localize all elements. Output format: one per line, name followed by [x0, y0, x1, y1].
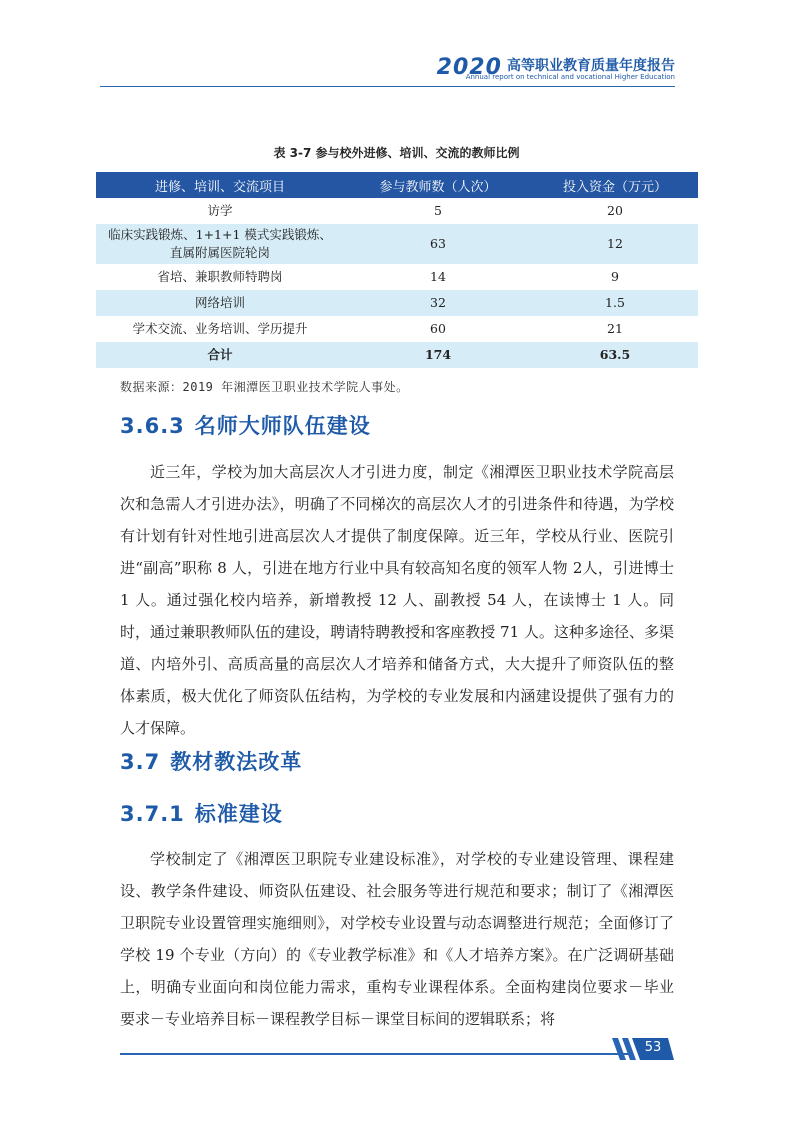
cell-teachers: 5 — [434, 203, 442, 218]
page-number: 53 — [644, 1040, 662, 1055]
table-row — [96, 264, 698, 290]
cell-item: 学术交流、业务培训、学历提升 — [132, 321, 308, 336]
cell-total-label: 合计 — [96, 342, 344, 368]
cell-teachers: 32 — [344, 290, 532, 316]
section-title: 标准建设 — [194, 802, 283, 826]
data-source-note: 数据来源：2019 年湘潭医卫职业技术学院人事处。 — [120, 380, 409, 394]
cell-funds: 9 — [611, 269, 619, 284]
report-year: 2020 — [436, 55, 502, 80]
cell-item: 临床实践锻炼、1+1+1 模式实践锻炼、直属附属医院轮岗 — [96, 224, 344, 264]
table-caption: 表 3-7 参与校外进修、培训、交流的教师比例 — [273, 146, 520, 160]
cell-teachers: 63 — [344, 224, 532, 264]
table-row — [96, 224, 698, 264]
cell-total-funds: 63.5 — [532, 342, 698, 368]
report-title-cn: 高等职业教育质量年度报告 — [507, 58, 675, 74]
cell-item: 访学 — [207, 203, 233, 218]
cell-total-teachers: 174 — [344, 342, 532, 368]
column-header-item: 进修、培训、交流项目 — [96, 172, 344, 198]
footer-divider — [120, 1053, 630, 1055]
page-header — [0, 0, 793, 95]
section-heading-3-7-1 — [120, 798, 283, 828]
report-title-en: Annual report on technical and vocational Higher Education — [465, 73, 675, 81]
table-row — [96, 198, 698, 224]
cell-item: 省培、兼职教师特聘岗 — [157, 269, 283, 284]
column-header-teachers: 参与教师数（人次） — [344, 172, 532, 198]
cell-teachers: 14 — [430, 269, 446, 284]
section-number: 3.7.1 — [120, 802, 185, 826]
section-title: 名师大师队伍建设 — [194, 414, 371, 438]
table-row — [96, 316, 698, 342]
cell-funds: 21 — [607, 321, 623, 336]
paragraph-standards: 学校制定了《湘潭医卫职院专业建设标准》，对学校的专业建设管理、课程建设、教学条件建设、师资队伍建设、社会服务等进行规范和要求；制订了《湘潭医卫职院专业设置管理实施细则》，对学校专业设置与动态调整进行规范；全面修订了学校 19 个专业（方向）的《专业教学标准》和《人才培养方案》。在广泛调研基础上，明确专业面向和岗位能力需求，重构专业课程体系。全面构建岗位要求－毕业要求－专业培养目标－课程教学目标－课堂目标间的逻辑联系；将 — [120, 850, 674, 1028]
column-header-funds: 投入资金（万元） — [532, 172, 698, 198]
table-total-row — [96, 342, 698, 368]
paragraph-talent-introduction: 近三年，学校为加大高层次人才引进力度，制定《湘潭医卫职业技术学院高层次和急需人才引进办法》，明确了不同梯次的高层次人才的引进条件和待遇，为学校有计划有针对性地引进高层次人才提供了制度保障。近三年，学校从行业、医院引进“副高”职称 8 人，引进在地方行业中具有较高知名度的领军人物 2人，引进博士 1 人。通过强化校内培养，新增教授 12 人、副教授 54 人，在读博士 1 人。同时，通过兼职教师队伍的建设，聘请特聘教授和客座教授 71 人。这种多途径、多渠道、内培外引、高质高量的高层次人才培养和储备方式，大大提升了师资队伍的整体素质，极大优化了师资队伍结构，为学校的专业发展和内涵建设提供了强有力的人才保障。 — [120, 463, 674, 737]
cell-teachers: 60 — [430, 321, 446, 336]
section-number: 3.7 — [120, 750, 161, 774]
table-row — [96, 290, 698, 316]
cell-item: 网络培训 — [96, 290, 344, 316]
section-heading-3-7 — [120, 746, 302, 776]
teacher-training-table — [96, 172, 698, 368]
section-heading-3-6-3 — [120, 410, 371, 440]
section-title: 教材教法改革 — [170, 750, 303, 774]
cell-funds: 20 — [607, 203, 623, 218]
cell-funds: 12 — [532, 224, 698, 264]
section-number: 3.6.3 — [120, 414, 185, 438]
header-divider — [100, 86, 675, 87]
cell-funds: 1.5 — [532, 290, 698, 316]
table-header-row — [96, 172, 698, 198]
